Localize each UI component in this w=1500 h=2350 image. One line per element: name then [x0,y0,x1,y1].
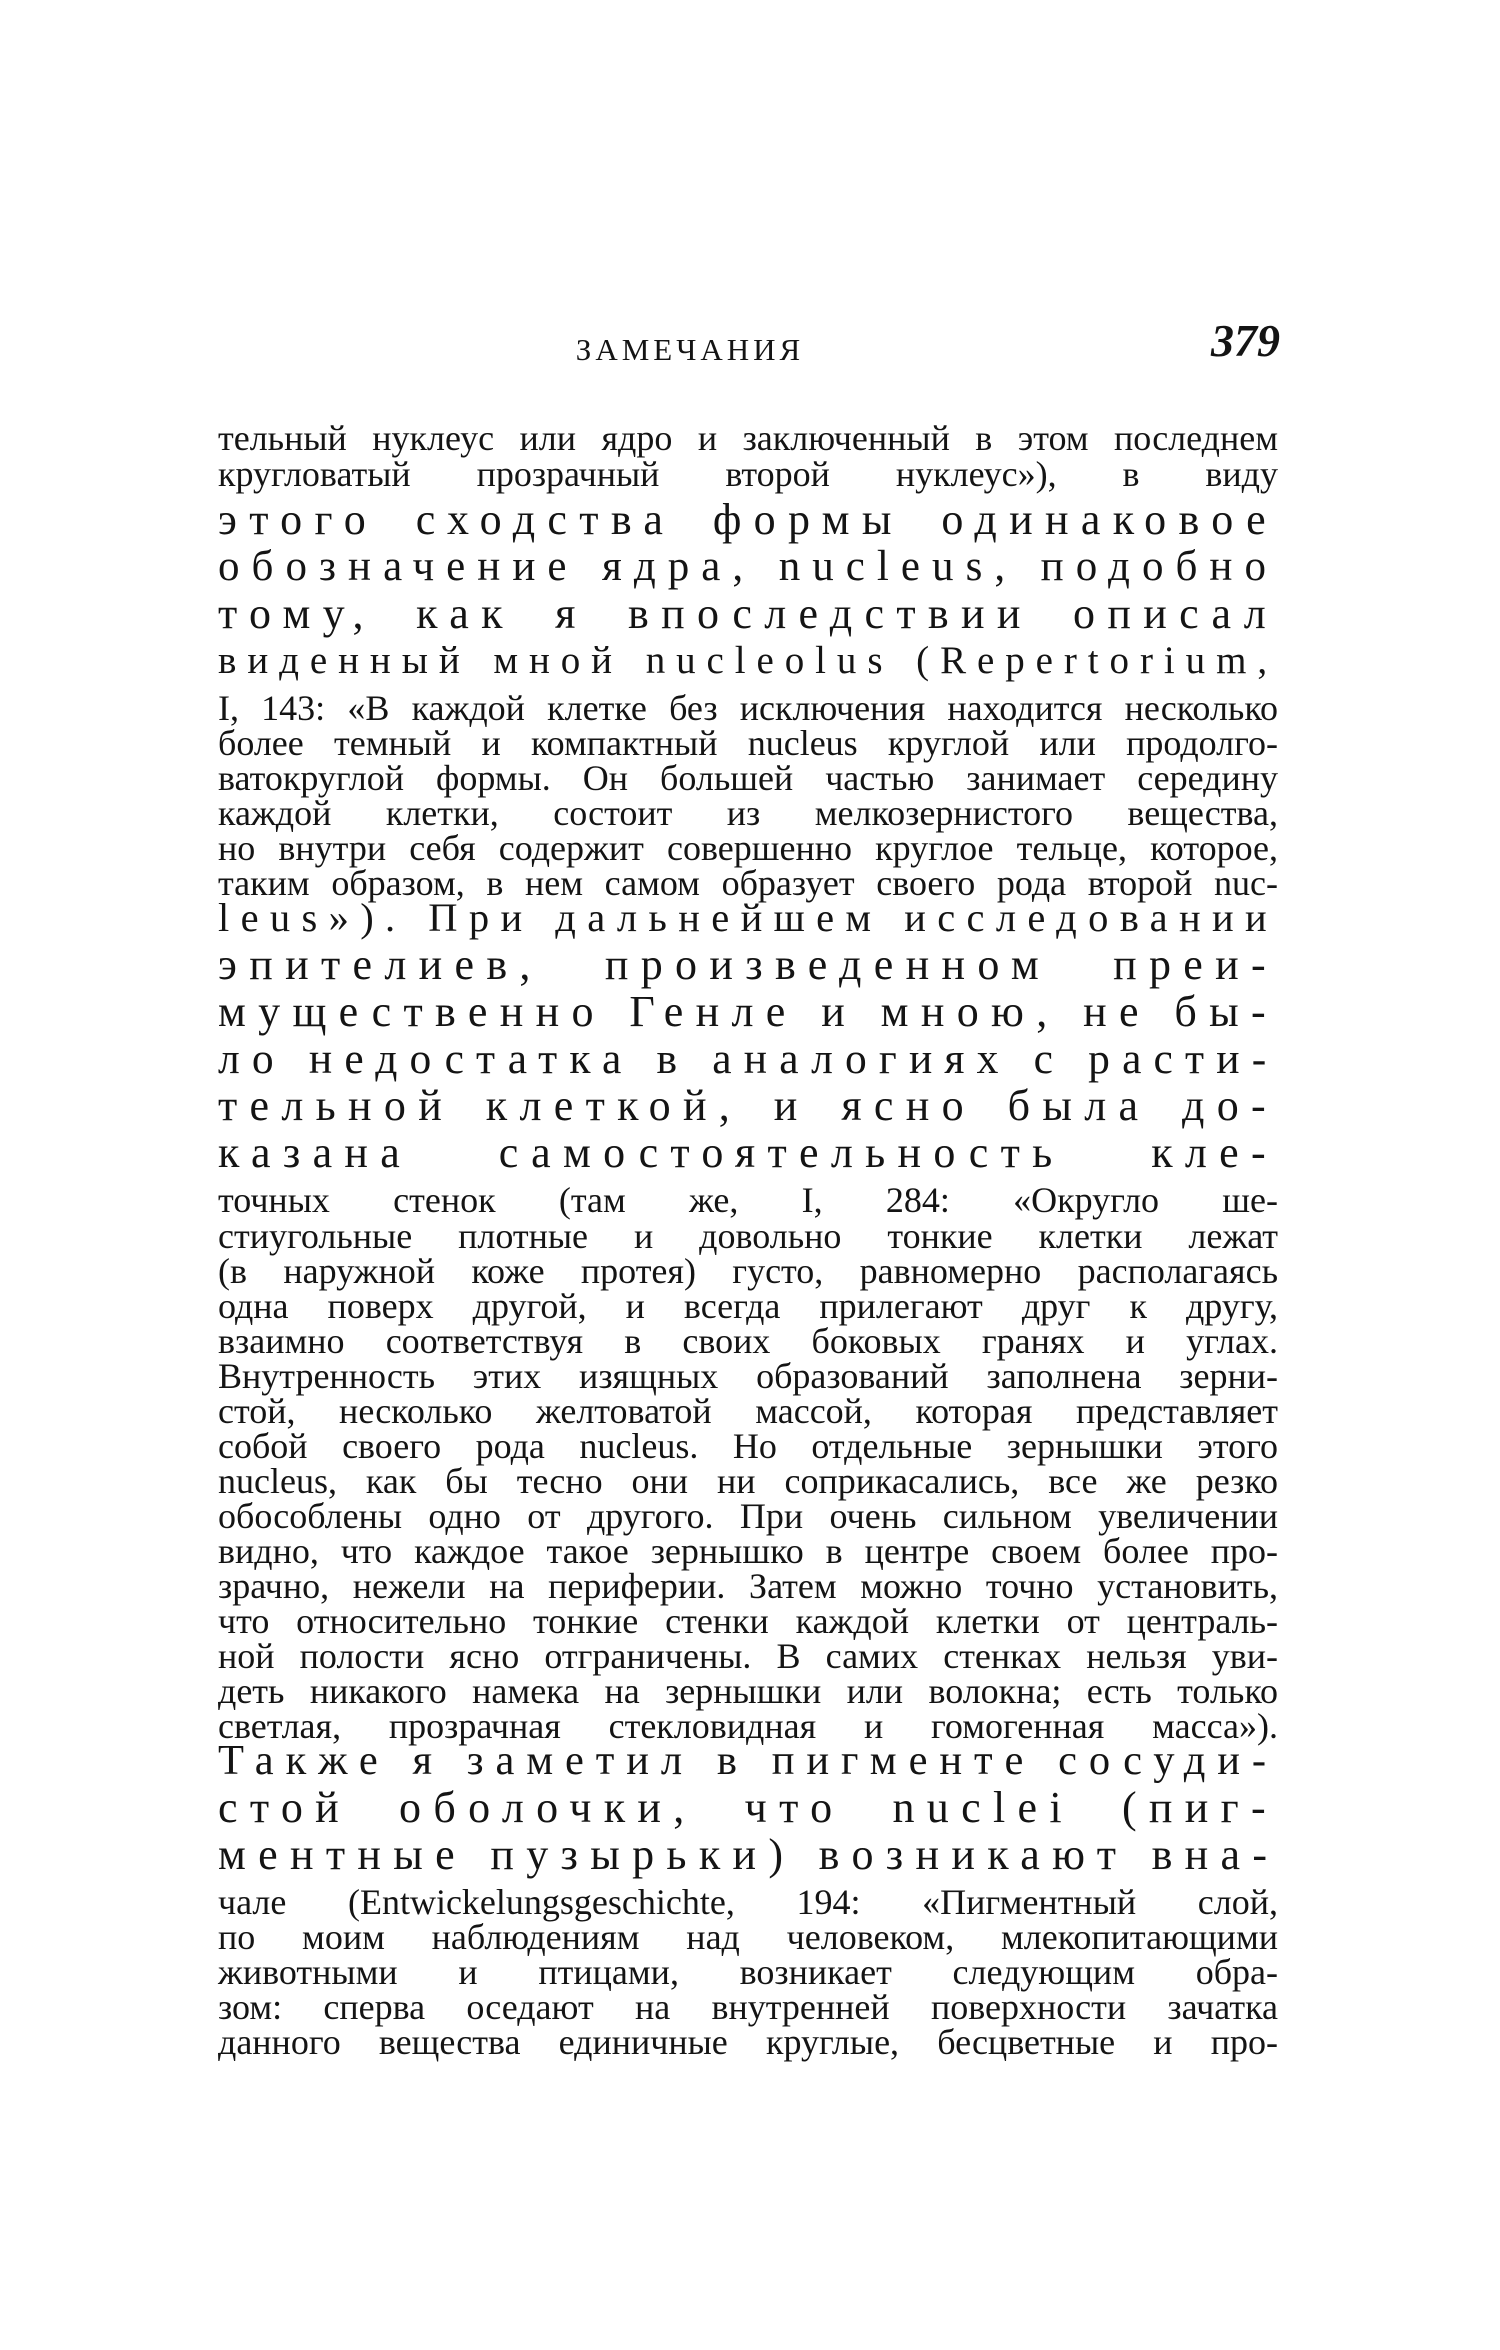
text-line: ло недостатка в аналогиях с расти- [218,1035,1279,1083]
text-line: тому, как я впоследствии описал [218,589,1278,638]
text-line: таким образом, в нем самом образует своего рода второй nuc- [218,863,1278,903]
text-line: точных стенок (там же, I, 284: «Округло ше- [218,1180,1278,1220]
text-line: стиугольные плотные и довольно тонкие клетки лежат [218,1216,1278,1256]
text-line: эпителиев, произведенном преи- [218,940,1278,989]
text-line: более темный и компактный nucleus круглой или продолго- [218,723,1278,763]
text-line: I, 143: «В каждой клетке без исключения находится несколько [218,688,1278,728]
text-line: обособлены одно от другого. При очень сильном увеличении [218,1496,1278,1536]
text-line: светлая, прозрачная стекловидная и гомогенная масса»). [218,1706,1278,1746]
text-line: этого сходства формы одинаковое [218,495,1278,544]
text-line: по моим наблюдениям над человеком, млекопитающими [218,1917,1278,1957]
text-line: nucleus, как бы тесно они ни соприкасались, все же резко [218,1461,1278,1501]
text-line: Внутренность этих изящных образований заполнена зерни- [218,1356,1278,1396]
text-line: leus»). При дальнейшем исследовании [218,895,1278,940]
text-line: казана самостоятельность кле- [218,1128,1278,1177]
text-line: что относительно тонкие стенки каждой клетки от централь- [218,1601,1278,1641]
text-line: стой, несколько желтоватой массой, которая представляет [218,1391,1278,1431]
text-line: чале (Entwickelungsgeschichte, 194: «Пигментный слой, [218,1882,1278,1922]
text-line: мущественно Генле и мною, не бы- [218,987,1278,1036]
text-line: зом: сперва оседают на внутренней поверхности зачатка [218,1987,1278,2027]
text-line: кругловатый прозрачный второй нуклеус»), в виду [218,454,1278,494]
page-number: 379 [1211,315,1280,366]
text-line: ной полости ясно отграничены. В самих стенках нельзя уви- [218,1636,1278,1676]
text-line: (в наружной коже протея) густо, равномерно располагаясь [218,1251,1278,1291]
running-header: ЗАМЕЧАНИЯ [575,332,805,367]
text-line: ментные пузырьки) возникают вна- [218,1830,1280,1879]
text-line: данного вещества единичные круглые, бесцветные и про- [218,2022,1278,2062]
text-line: собой своего рода nucleus. Но отдельные зернышки этого [218,1426,1278,1466]
text-line: но внутри себя содержит совершенно круглое тельце, которое, [218,828,1278,868]
text-line: деть никакого намека на зернышки или волокна; есть только [218,1671,1278,1711]
text-line: одна поверх другой, и всегда прилегают друг к другу, [218,1286,1278,1326]
text-line: взаимно соответствуя в своих боковых гранях и углах. [218,1321,1278,1361]
text-line: ватокруглой формы. Он большей частью занимает середину [218,758,1278,798]
text-line: животными и птицами, возникает следующим обра- [218,1952,1278,1992]
text-line: стой оболочки, что nuclei (пиг- [218,1783,1278,1832]
text-line: тельный нуклеус или ядро и заключенный в этом последнем [218,418,1278,458]
text-line: Также я заметил в пигменте сосуди- [218,1737,1278,1784]
text-line: зрачно, нежели на периферии. Затем можно точно установить, [218,1566,1278,1606]
text-line: каждой клетки, состоит из мелкозернистого вещества, [218,793,1278,833]
text-line: тельной клеткой, и ясно была до- [218,1081,1278,1130]
text-line: видно, что каждое такое зернышко в центре своем более про- [218,1531,1278,1571]
text-line: обозначение ядра, nucleus, подобно [218,543,1278,590]
text-line: виденный мной nucleolus (Repertorium, [218,639,1278,682]
